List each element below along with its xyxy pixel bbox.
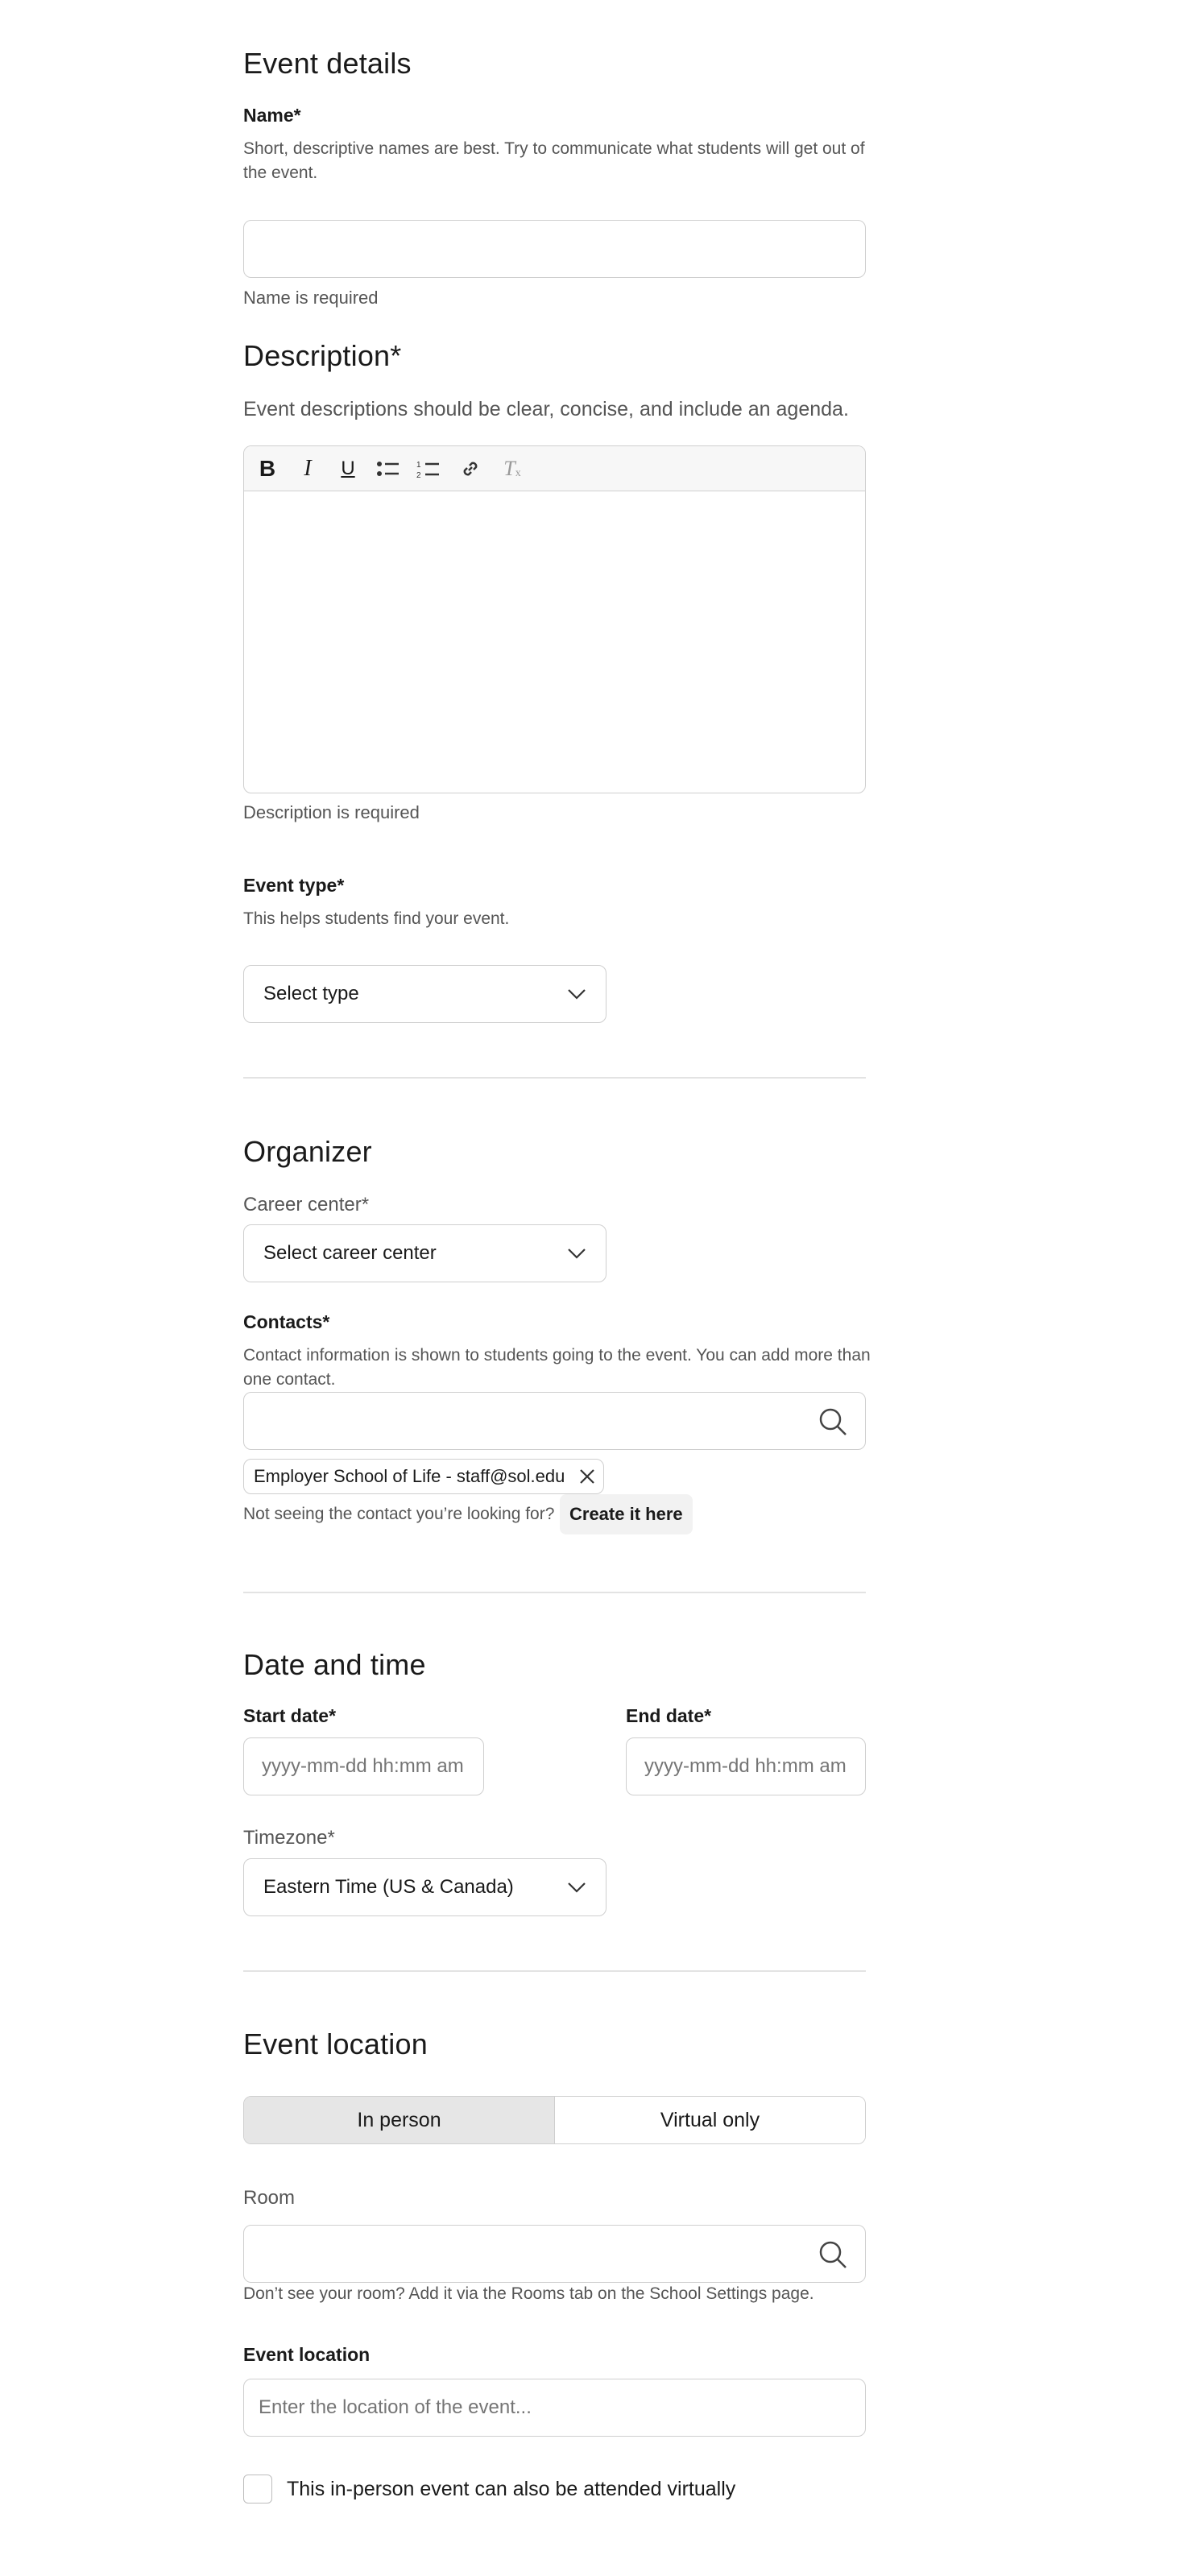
room-label: Room: [243, 2187, 296, 2209]
divider: [243, 1592, 866, 1593]
chevron-down-icon: [567, 988, 586, 1000]
name-label: Name*: [243, 105, 301, 126]
divider: [243, 1077, 866, 1079]
contacts-search-input[interactable]: [243, 1392, 866, 1450]
location-mode-toggle: [243, 2096, 866, 2144]
tab-virtual-only[interactable]: Virtual only: [555, 2097, 865, 2143]
tab-in-person[interactable]: In person: [244, 2097, 555, 2143]
description-error: Description is required: [243, 802, 420, 822]
end-date-label: End date*: [626, 1705, 712, 1726]
event-type-value: Select type: [263, 983, 359, 1004]
italic-icon[interactable]: I: [304, 456, 312, 481]
underline-icon[interactable]: U: [341, 458, 355, 479]
end-date-input[interactable]: [626, 1737, 866, 1795]
close-icon[interactable]: [579, 1468, 595, 1485]
description-heading: Description*: [243, 339, 402, 372]
bullet-list-icon[interactable]: [376, 457, 400, 481]
timezone-label: Timezone*: [243, 1827, 335, 1849]
link-icon[interactable]: [458, 457, 482, 481]
clear-format-icon[interactable]: [500, 457, 524, 481]
room-help: Don’t see your room? Add it via the Rooms tab on the School Settings page.: [243, 2284, 814, 2303]
description-editor[interactable]: [243, 445, 866, 793]
career-center-select[interactable]: [243, 1224, 606, 1282]
contacts-help: Contact information is shown to students going to the event. You can add more than one contact.: [243, 1346, 871, 1389]
search-icon: [818, 2240, 847, 2269]
timezone-select[interactable]: [243, 1858, 606, 1916]
event-type-help: This helps students find your event.: [243, 909, 510, 928]
chevron-down-icon: [567, 1882, 586, 1893]
bold-icon[interactable]: B: [259, 456, 276, 481]
description-help: Event descriptions should be clear, concise, and include an agenda.: [243, 398, 849, 420]
name-input[interactable]: [243, 220, 866, 278]
organizer-heading: Organizer: [243, 1135, 372, 1168]
event-location-input[interactable]: [243, 2379, 866, 2437]
event-type-select[interactable]: [243, 965, 606, 1023]
timezone-value: Eastern Time (US & Canada): [263, 1876, 514, 1898]
event-type-label: Event type*: [243, 875, 345, 896]
not-seeing-contact-text: Not seeing the contact you’re looking for?: [243, 1505, 555, 1523]
divider: [243, 1970, 866, 1972]
start-date-input[interactable]: [243, 1737, 484, 1795]
numbered-list-icon[interactable]: [416, 457, 441, 481]
event-location-label: Event location: [243, 2344, 371, 2365]
virtual-checkbox[interactable]: [243, 2475, 272, 2504]
contacts-label: Contacts*: [243, 1311, 330, 1332]
svg-text:2: 2: [416, 471, 421, 479]
search-icon: [818, 1407, 847, 1436]
contact-chip: [243, 1459, 604, 1494]
career-center-label: Career center*: [243, 1194, 370, 1216]
career-center-value: Select career center: [263, 1242, 437, 1264]
chevron-down-icon: [567, 1248, 586, 1259]
room-search-input[interactable]: [243, 2225, 866, 2283]
create-contact-link[interactable]: Create it here: [560, 1494, 693, 1534]
clear-format-sub: x: [515, 467, 521, 479]
svg-text:1: 1: [416, 461, 421, 470]
clear-format-glyph: T: [503, 457, 515, 480]
date-time-heading: Date and time: [243, 1648, 426, 1681]
name-error: Name is required: [243, 288, 379, 308]
event-location-heading: Event location: [243, 2027, 428, 2060]
start-date-label: Start date*: [243, 1705, 337, 1726]
virtual-checkbox-label: This in-person event can also be attended virtually: [287, 2478, 736, 2500]
name-help: Short, descriptive names are best. Try to communicate what students will get out of the event.: [243, 139, 865, 182]
event-details-heading: Event details: [243, 47, 412, 80]
editor-toolbar: [244, 446, 865, 491]
contact-chip-label: Employer School of Life - staff@sol.edu: [254, 1466, 565, 1486]
